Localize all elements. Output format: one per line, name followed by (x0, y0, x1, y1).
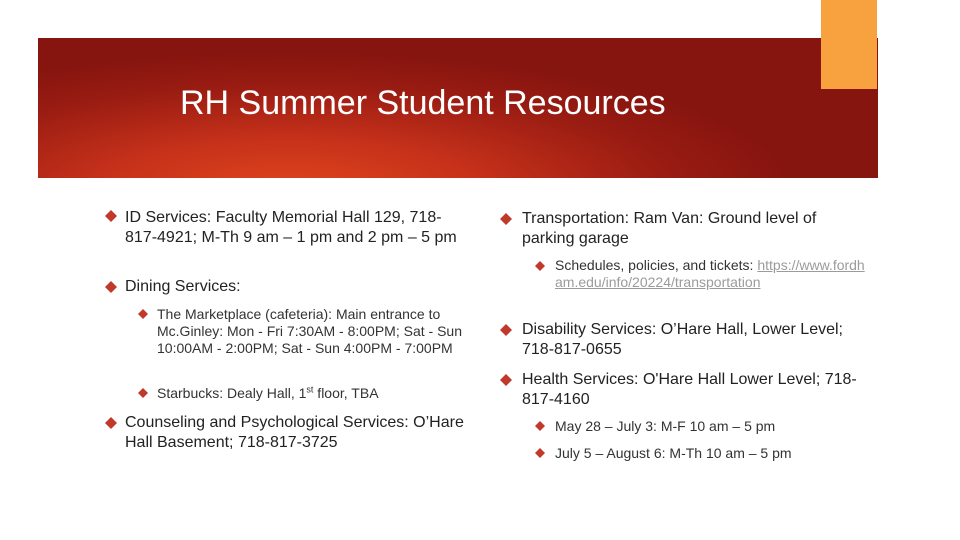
transportation-text: Transportation: Ram Van: Ground level of parking garage (522, 210, 817, 247)
counseling-text: Counseling and Psychological Services: O’Hare Hall Basement; 718-817-3725 (125, 414, 464, 451)
diamond-bullet-icon (535, 261, 545, 271)
health-hours-1: May 28 – July 3: M-F 10 am – 5 pm (555, 418, 776, 434)
diamond-bullet-icon (535, 421, 545, 431)
diamond-bullet-icon (500, 324, 512, 336)
dining-services-text: Dining Services: (125, 278, 241, 295)
accent-bar (821, 0, 877, 89)
health-hours-2: July 5 – August 6: M-Th 10 am – 5 pm (555, 445, 792, 461)
transportation-link[interactable]: https://www.fordham.edu/info/20224/transportation (555, 257, 865, 290)
diamond-bullet-icon (500, 374, 512, 386)
schedules-text: Schedules, policies, and tickets: https://www.fordham.edu/info/20224/transportation (555, 257, 865, 290)
diamond-bullet-icon (500, 213, 512, 225)
diamond-bullet-icon (105, 417, 117, 429)
diamond-bullet-icon (105, 281, 117, 293)
disability-text: Disability Services: O’Hare Hall, Lower Level; 718-817-0655 (522, 321, 843, 358)
marketplace-text: The Marketplace (cafeteria): Main entrance to Mc.Ginley: Mon - Fri 7:30AM - 8:00PM; Sat - Sun 10:00AM - 2:00PM; Sat - Sun 4:00PM - 7:00PM (157, 306, 462, 356)
starbucks-text: Starbucks: Dealy Hall, 1st floor, TBA (157, 384, 379, 401)
diamond-bullet-icon (138, 309, 148, 319)
page-title: RH Summer Student Resources (180, 84, 666, 122)
health-text: Health Services: O'Hare Hall Lower Level; 718-817-4160 (522, 371, 857, 408)
id-services-text: ID Services: Faculty Memorial Hall 129, 718-817-4921; M-Th 9 am – 1 pm and 2 pm – 5 pm (125, 209, 457, 246)
diamond-bullet-icon (535, 448, 545, 458)
diamond-bullet-icon (105, 210, 117, 222)
diamond-bullet-icon (138, 388, 148, 398)
